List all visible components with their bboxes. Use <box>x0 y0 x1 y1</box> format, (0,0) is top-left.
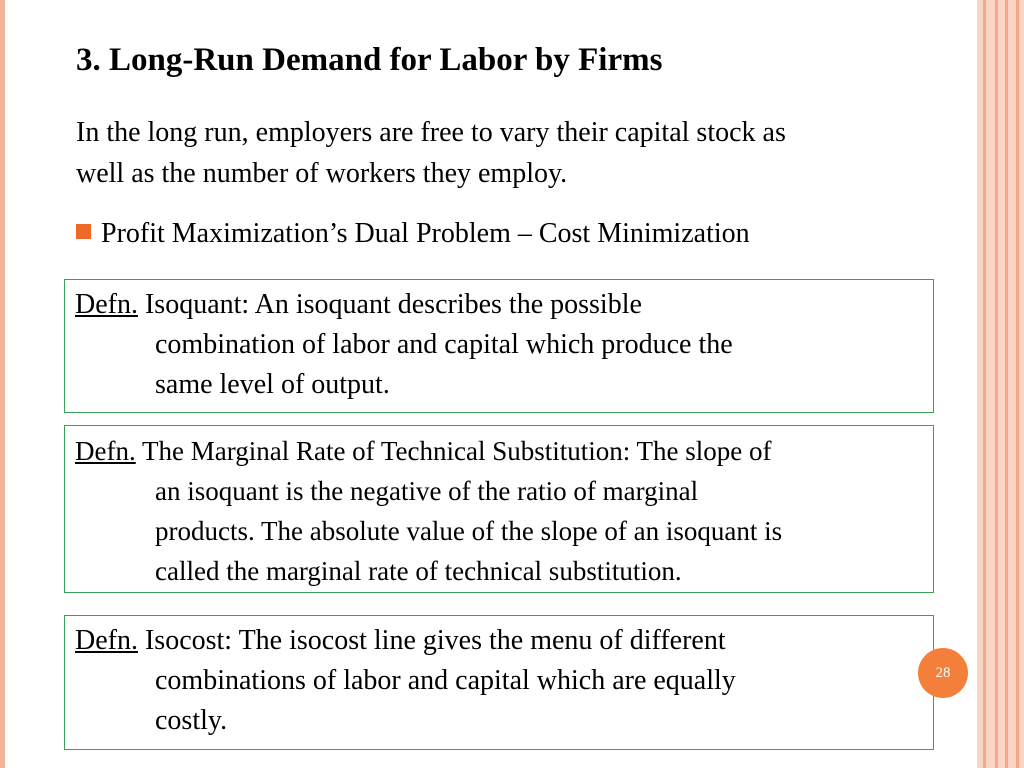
frame-line <box>1005 0 1008 768</box>
definition-line <box>75 621 927 661</box>
definition-label: Defn. <box>75 289 138 320</box>
left-frame-stripe <box>0 0 5 768</box>
definition-box-isoquant <box>64 279 934 413</box>
definition-label: Defn. <box>75 436 136 466</box>
definition-line: an isoquant is the negative of the ratio of marginal <box>155 476 699 506</box>
frame-line <box>1016 0 1019 768</box>
definition-line: called the marginal rate of technical substitution. <box>155 556 682 586</box>
definition-line: combinations of labor and capital which are equally <box>155 665 736 696</box>
definition-line: combination of labor and capital which produce the <box>155 329 733 360</box>
definition-line <box>75 431 927 471</box>
definition-text: Isocost: The isocost line gives the menu of different <box>137 625 726 656</box>
definition-line: products. The absolute value of the slope of an isoquant is <box>155 516 783 546</box>
frame-line <box>995 0 998 768</box>
definition-text: The Marginal Rate of Technical Substitution: The slope of <box>135 436 772 466</box>
bullet-text: Profit Maximization’s Dual Problem – Cost Minimization <box>101 218 750 249</box>
definition-line: same level of output. <box>155 369 390 400</box>
definition-text: Isoquant: An isoquant describes the possible <box>137 289 642 320</box>
definition-label: Defn. <box>75 625 138 656</box>
square-bullet-icon <box>76 224 91 239</box>
frame-line <box>983 0 986 768</box>
intro-line: In the long run, employers are free to vary their capital stock as <box>76 117 786 148</box>
slide-title: 3. Long-Run Demand for Labor by Firms <box>76 42 663 78</box>
definition-line: costly. <box>155 705 228 736</box>
page-number-badge: 28 <box>918 648 968 698</box>
bullet-item <box>76 214 750 254</box>
intro-paragraph <box>76 112 956 194</box>
definition-box-isocost <box>64 615 934 750</box>
definition-box-mrts <box>64 425 934 593</box>
intro-line: well as the number of workers they employ. <box>76 158 568 189</box>
definition-line <box>75 285 927 325</box>
